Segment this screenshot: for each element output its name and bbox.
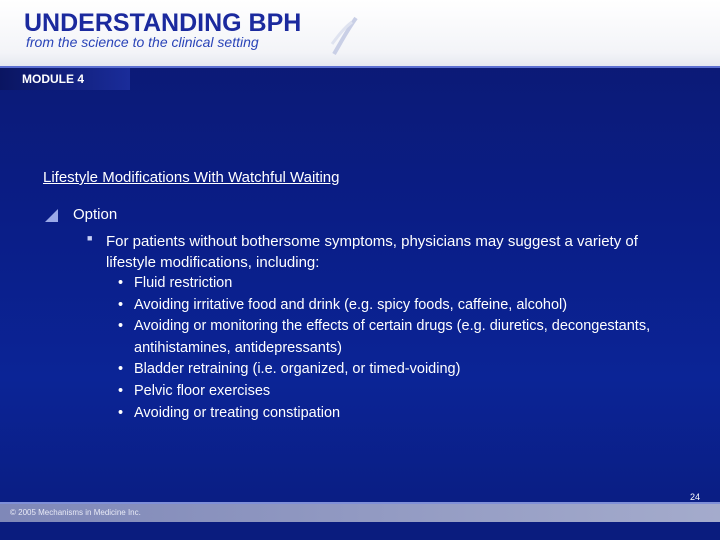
list-item: • Pelvic floor exercises — [118, 381, 678, 403]
square-bullet-icon: ■ — [87, 233, 93, 243]
lifestyle-list — [118, 273, 678, 424]
logo-title: UNDERSTANDING BPH — [24, 9, 302, 37]
list-item: • Avoiding or treating constipation — [118, 403, 678, 425]
slide-heading: Lifestyle Modifications With Watchful Waiting — [43, 169, 340, 186]
page-number: 24 — [690, 492, 701, 502]
swoosh-icon — [330, 14, 360, 58]
header-banner — [0, 0, 720, 66]
list-item: • Avoiding or monitoring the effects of certain drugs (e.g. diuretics, decongestants, antihistamines, antidepressants) — [118, 318, 651, 356]
dot-bullet-icon: • — [118, 318, 124, 335]
dot-bullet-icon: • — [118, 296, 124, 313]
dot-bullet-icon: • — [118, 361, 124, 378]
footer-bottom — [0, 522, 720, 540]
triangle-bullet-icon — [45, 209, 58, 222]
dot-bullet-icon: • — [118, 382, 124, 399]
logo-subtitle: from the science to the clinical setting — [26, 34, 259, 50]
module-label: MODULE 4 — [22, 72, 85, 86]
dot-bullet-icon: • — [118, 275, 124, 291]
list-item: • Fluid restriction — [118, 273, 678, 295]
dot-bullet-icon: • — [118, 404, 124, 421]
list-item: • Avoiding irritative food and drink (e.g. spicy foods, caffeine, alcohol) — [118, 295, 678, 317]
level2-bullet-text: For patients without bothersome symptoms, physicians may suggest a variety of lifestyle modifications, including: — [106, 233, 638, 271]
level1-bullet-text: Option — [73, 206, 118, 223]
copyright-text: © 2005 Mechanisms in Medicine Inc. — [10, 508, 141, 517]
list-item: • Bladder retraining (i.e. organized, or timed-voiding) — [118, 359, 678, 381]
